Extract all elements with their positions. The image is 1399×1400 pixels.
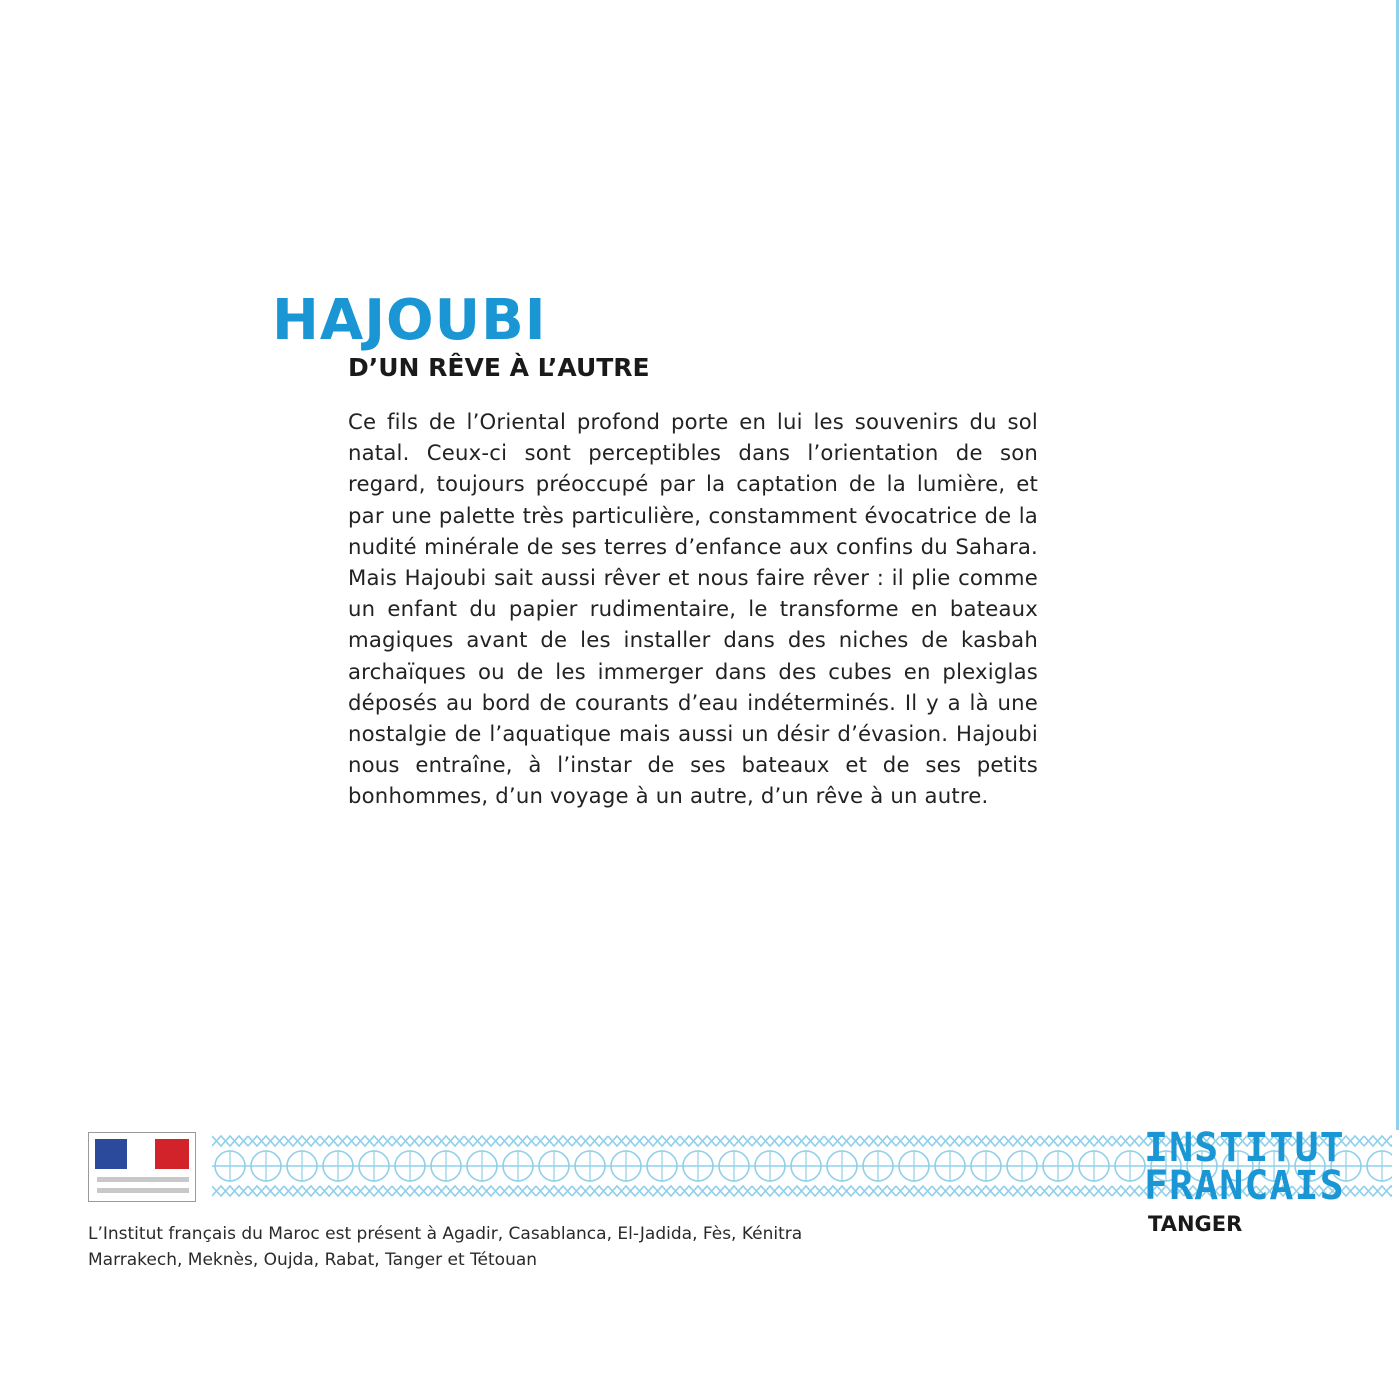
logo-city: TANGER: [1148, 1212, 1243, 1236]
logo-line-francais: FRANCAIS: [1144, 1163, 1345, 1209]
footer-note-line-1: L’Institut français du Maroc est présent à Agadir, Casablanca, El-Jadida, Fès, Kénitra: [88, 1224, 803, 1244]
footer-note: [88, 1221, 908, 1273]
logo-line-institut: INSTITUT: [1144, 1125, 1345, 1171]
flag-red-band: [155, 1139, 189, 1169]
footer-note-line-2: Marrakech, Meknès, Oujda, Rabat, Tanger et Tétouan: [88, 1250, 538, 1270]
republique-francaise-logo: [88, 1132, 196, 1202]
logo-caption-line: [97, 1188, 189, 1193]
page-title: HAJOUBI: [272, 288, 547, 353]
flag-white-band: [127, 1139, 155, 1169]
logo-caption-line: [97, 1177, 189, 1182]
page-subtitle: D’UN RÊVE À L’AUTRE: [348, 353, 650, 382]
flag-blue-band: [95, 1139, 127, 1169]
institut-francais-logo: [1144, 1125, 1394, 1238]
body-paragraph: Ce fils de l’Oriental profond porte en lui les souvenirs du sol natal. Ceux-ci sont perceptibles dans l’orientation de son regard, toujours préoccupé par la captation de la lumière, et par une palette très particulière, constamment évocatrice de la nudité minérale de ses terres d’enfance aux confins du Sahara. Mais Hajoubi sait aussi rêver et nous faire rêver : il plie comme un enfant du papier rudimentaire, le transforme en bateaux magiques avant de les installer dans des niches de kasbah archaïques ou de les immerger dans des cubes en plexiglas déposés au bord de courants d’eau indéterminés. Il y a là une nostalgie de l’aquatique mais aussi un désir d’évasion. Hajoubi nous entraîne, à l’instar de ses bateaux et de ses petits bonhommes, d’un voyage à un autre, d’un rêve à un autre.: [348, 409, 1038, 809]
